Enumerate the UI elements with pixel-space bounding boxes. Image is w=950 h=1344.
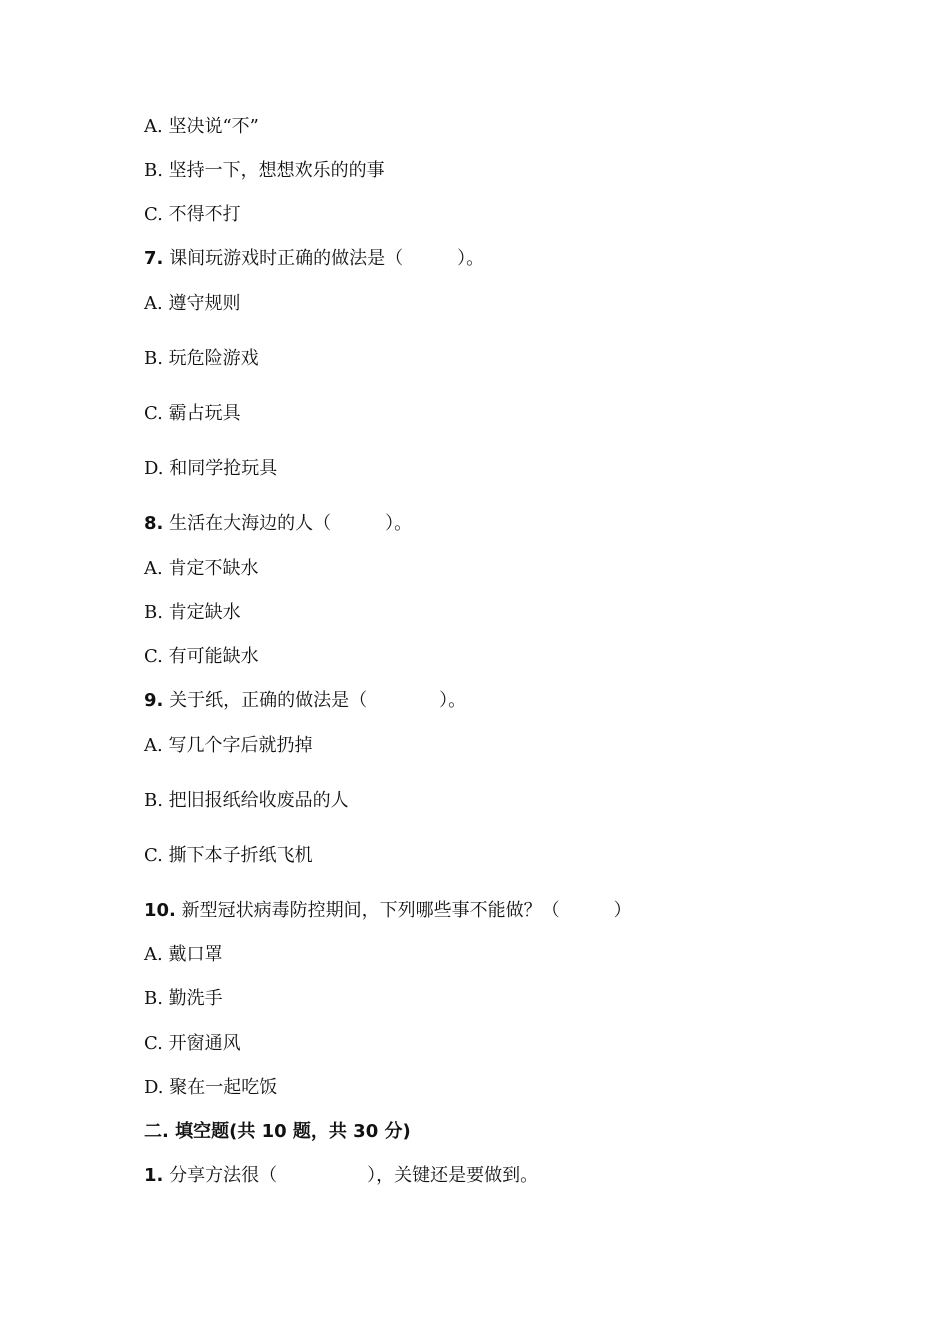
- option-6a: A. 坚决说“不”: [144, 116, 259, 137]
- question-number: 7.: [144, 248, 164, 269]
- question-text: 分享方法很（ ），关键还是要做到。: [163, 1165, 539, 1186]
- option-7d: D. 和同学抢玩具: [144, 458, 278, 479]
- option-10b: B. 勤洗手: [144, 988, 223, 1009]
- section-heading: 二. 填空题(共 10 题，共 30 分): [144, 1121, 411, 1142]
- option-7c: C. 霸占玩具: [144, 403, 241, 424]
- question-text: 生活在大海边的人（ ）。: [163, 513, 413, 534]
- option-9b: B. 把旧报纸给收废品的人: [144, 790, 349, 811]
- option-9a: A. 写几个字后就扔掉: [144, 735, 313, 756]
- option-8c: C. 有可能缺水: [144, 646, 259, 667]
- option-10c: C. 开窗通风: [144, 1033, 241, 1054]
- fill-question-1: [144, 1164, 538, 1188]
- question-number: 10.: [144, 900, 176, 921]
- option-6b: B. 坚持一下，想想欢乐的的事: [144, 160, 385, 181]
- option-7b: B. 玩危险游戏: [144, 348, 259, 369]
- question-10: [144, 899, 632, 923]
- question-number: 9.: [144, 690, 164, 711]
- question-9: [144, 689, 466, 713]
- question-7: [144, 247, 484, 271]
- question-number: 8.: [144, 513, 164, 534]
- question-text: 关于纸，正确的做法是（ ）。: [163, 690, 467, 711]
- option-9c: C. 撕下本子折纸飞机: [144, 845, 313, 866]
- option-10a: A. 戴口罩: [144, 944, 223, 965]
- question-text: 新型冠状病毒防控期间，下列哪些事不能做？（ ）: [175, 900, 632, 921]
- option-10d: D. 聚在一起吃饭: [144, 1077, 278, 1098]
- option-8b: B. 肯定缺水: [144, 602, 241, 623]
- option-6c: C. 不得不打: [144, 204, 241, 225]
- question-number: 1.: [144, 1165, 164, 1186]
- question-text: 课间玩游戏时正确的做法是（ ）。: [163, 248, 485, 269]
- option-7a: A. 遵守规则: [144, 293, 241, 314]
- question-8: [144, 512, 412, 536]
- option-8a: A. 肯定不缺水: [144, 558, 259, 579]
